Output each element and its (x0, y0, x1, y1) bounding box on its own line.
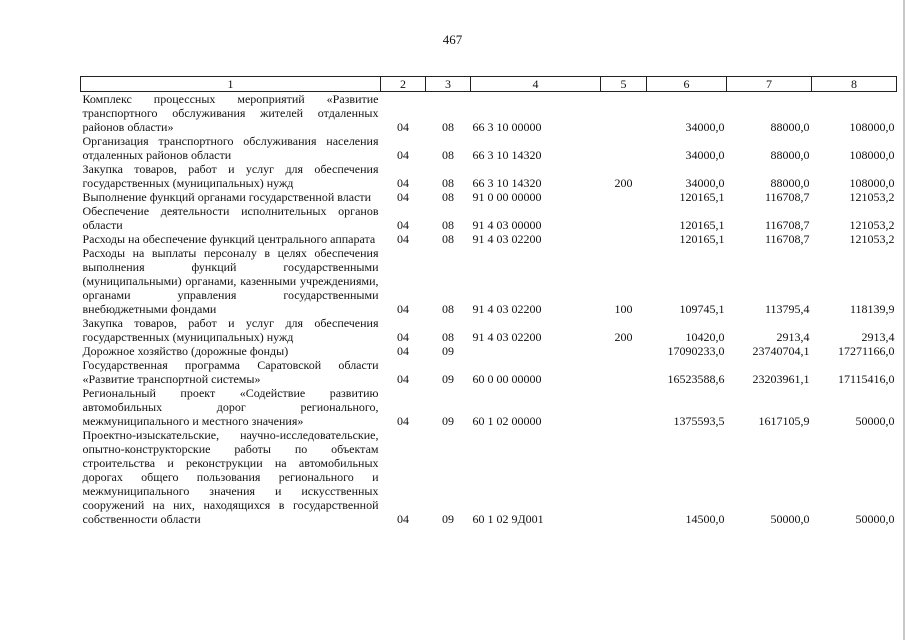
row-expense-type (601, 92, 647, 135)
budget-table (80, 76, 897, 526)
row-expense-type (601, 344, 647, 358)
row-target-code: 66 3 10 00000 (472, 120, 542, 134)
row-subsection: 08 (442, 176, 454, 190)
row-amount-1: 109745,1 (679, 302, 725, 316)
row-amount-1: 120165,1 (679, 190, 725, 204)
row-amount-2: 113795,4 (764, 302, 810, 316)
row-name: Закупка товаров, работ и услуг для обеспечения государственных (муниципальных) нужд (82, 316, 379, 344)
row-expense-type (601, 190, 647, 204)
header-col-1: 1 (81, 77, 381, 92)
row-subsection: 08 (442, 232, 454, 246)
row-name: Выполнение функций органами государственной власти (82, 190, 372, 204)
row-amount-2: 116708,7 (764, 218, 810, 232)
row-section: 04 (397, 302, 409, 316)
row-section: 04 (397, 414, 409, 428)
row-expense-type (601, 232, 647, 246)
header-col-2: 2 (381, 77, 426, 92)
row-amount-3: 118139,9 (849, 302, 895, 316)
row-name: Региональный проект «Содействие развитию автомобильных дорог регионального, межмуниципального и местного значения» (82, 386, 379, 428)
row-section: 04 (397, 232, 409, 246)
row-section: 04 (397, 148, 409, 162)
row-expense-type (601, 428, 647, 526)
header-col-4: 4 (471, 77, 601, 92)
table-row (81, 232, 897, 246)
row-amount-2: 88000,0 (770, 120, 810, 134)
header-row (81, 77, 897, 92)
table-row (81, 316, 897, 344)
row-amount-1: 34000,0 (685, 148, 725, 162)
row-section: 04 (397, 120, 409, 134)
table-row (81, 246, 897, 316)
row-amount-1: 10420,0 (685, 330, 725, 344)
row-amount-3: 50000,0 (855, 414, 895, 428)
row-subsection: 09 (442, 344, 454, 358)
row-target-code: 91 4 03 00000 (472, 218, 542, 232)
row-expense-type: 100 (614, 302, 633, 316)
row-expense-type: 200 (614, 330, 633, 344)
row-target-code: 60 1 02 00000 (472, 414, 542, 428)
row-target-code: 66 3 10 14320 (472, 176, 542, 190)
row-amount-3: 108000,0 (849, 120, 895, 134)
row-amount-1: 1375593,5 (673, 414, 725, 428)
row-expense-type (601, 134, 647, 162)
row-target-code: 91 4 03 02200 (472, 330, 542, 344)
row-amount-3: 108000,0 (849, 148, 895, 162)
row-target-code: 66 3 10 14320 (472, 148, 542, 162)
header-col-3: 3 (426, 77, 471, 92)
row-amount-3: 17271166,0 (837, 344, 895, 358)
page-number: 467 (442, 32, 463, 47)
row-section: 04 (397, 512, 409, 526)
row-amount-2: 50000,0 (770, 512, 810, 526)
row-name: Закупка товаров, работ и услуг для обеспечения государственных (муниципальных) нужд (82, 162, 379, 190)
row-subsection: 08 (442, 120, 454, 134)
header-col-8: 8 (812, 77, 897, 92)
row-section: 04 (397, 218, 409, 232)
row-amount-3: 108000,0 (849, 176, 895, 190)
row-amount-1: 120165,1 (679, 218, 725, 232)
row-amount-2: 88000,0 (770, 176, 810, 190)
table-row (81, 190, 897, 204)
row-name: Проектно-изыскательские, научно-исследовательские, опытно-конструкторские работы по объектам строительства и реконструкции на автомобильных дорогах общего пользования регионального и межмуниципального значения и искусственных сооружений на них, находящихся в государственной собственности области (82, 428, 379, 526)
table-row (81, 134, 897, 162)
row-amount-1: 16523588,6 (667, 372, 725, 386)
row-target-code: 91 4 03 02200 (472, 232, 542, 246)
row-amount-2: 2913,4 (776, 330, 810, 344)
row-amount-3: 17115416,0 (837, 372, 895, 386)
row-amount-1: 120165,1 (679, 232, 725, 246)
row-subsection: 09 (442, 372, 454, 386)
row-name: Расходы на обеспечение функций центрального аппарата (82, 232, 376, 246)
row-section: 04 (397, 330, 409, 344)
row-amount-1: 17090233,0 (667, 344, 725, 358)
table-row (81, 428, 897, 526)
row-amount-3: 121053,2 (849, 190, 895, 204)
row-target-code: 60 0 00 00000 (472, 372, 542, 386)
row-expense-type (601, 386, 647, 428)
row-amount-2: 23740704,1 (752, 344, 810, 358)
row-expense-type (601, 358, 647, 386)
row-amount-2: 116708,7 (764, 190, 810, 204)
row-section: 04 (397, 344, 409, 358)
row-amount-1: 34000,0 (685, 120, 725, 134)
header-col-5: 5 (601, 77, 647, 92)
row-expense-type: 200 (614, 176, 633, 190)
header-col-6: 6 (647, 77, 727, 92)
row-amount-2: 23203961,1 (752, 372, 810, 386)
row-subsection: 08 (442, 218, 454, 232)
table-row (81, 358, 897, 386)
row-amount-3: 121053,2 (849, 218, 895, 232)
row-target-code (471, 344, 601, 358)
row-expense-type (601, 204, 647, 232)
row-subsection: 08 (442, 148, 454, 162)
row-amount-1: 14500,0 (685, 512, 725, 526)
table-row (81, 162, 897, 190)
row-target-code: 91 4 03 02200 (472, 302, 542, 316)
row-section: 04 (397, 372, 409, 386)
table-row (81, 344, 897, 358)
row-amount-3: 121053,2 (849, 232, 895, 246)
row-subsection: 09 (442, 512, 454, 526)
row-name: Расходы на выплаты персоналу в целях обеспечения выполнения функций государственными (муниципальными) органами, казенными учреждениями, органами управления государственными внебюджетными фондами (82, 246, 379, 316)
row-subsection: 08 (442, 330, 454, 344)
table-row (81, 92, 897, 135)
row-name: Государственная программа Саратовской области «Развитие транспортной системы» (82, 358, 379, 386)
row-name: Организация транспортного обслуживания населения отдаленных районов области (82, 134, 379, 162)
row-target-code: 60 1 02 9Д001 (472, 512, 544, 526)
row-amount-2: 1617105,9 (758, 414, 810, 428)
row-subsection: 09 (442, 414, 454, 428)
row-amount-2: 116708,7 (764, 232, 810, 246)
row-name: Комплекс процессных мероприятий «Развитие транспортного обслуживания жителей отдаленных районов области» (82, 92, 379, 134)
row-name: Дорожное хозяйство (дорожные фонды) (82, 344, 289, 358)
table-row (81, 386, 897, 428)
row-amount-2: 88000,0 (770, 148, 810, 162)
table-row (81, 204, 897, 232)
row-section: 04 (397, 190, 409, 204)
row-target-code: 91 0 00 00000 (472, 190, 542, 204)
row-name: Обеспечение деятельности исполнительных органов области (82, 204, 379, 232)
header-col-7: 7 (727, 77, 812, 92)
row-section: 04 (397, 176, 409, 190)
row-amount-1: 34000,0 (685, 176, 725, 190)
row-subsection: 08 (442, 302, 454, 316)
row-amount-3: 2913,4 (861, 330, 895, 344)
row-subsection: 08 (442, 190, 454, 204)
row-amount-3: 50000,0 (855, 512, 895, 526)
